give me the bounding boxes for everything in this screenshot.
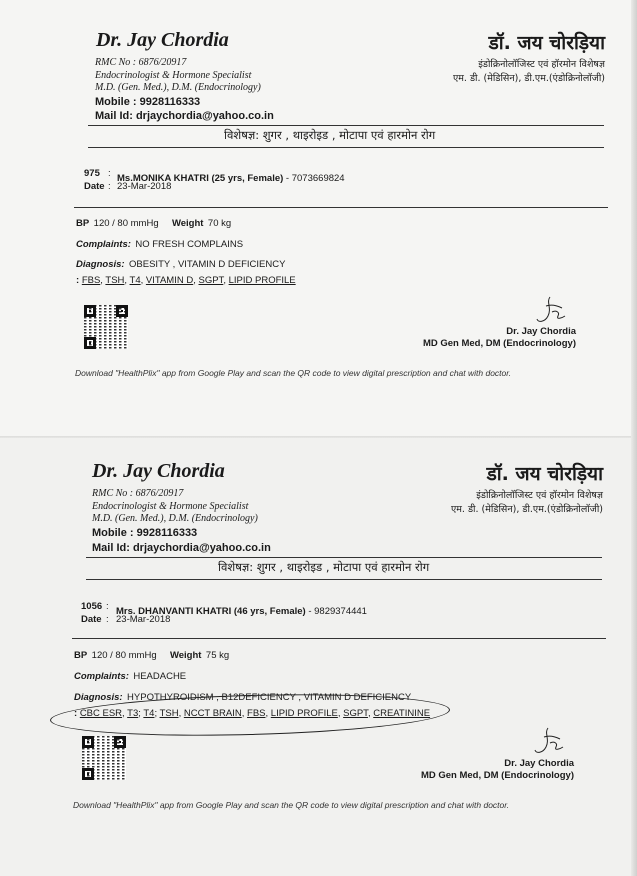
footnote: Download "HealthPlix" app from Google Play and scan the QR code to view digital prescription and chat with doctor. [75,368,512,378]
diagnosis: Diagnosis: OBESITY , VITAMIN D DEFICIENCY [76,259,286,270]
test-item: LIPID PROFILE [228,275,296,286]
degrees: M.D. (Gen. Med.), D.M. (Endocrinology) [92,513,258,524]
date-label: Date [81,614,102,625]
qr-code[interactable] [82,736,126,780]
patient-name: Ms.MONIKA KHATRI (25 yrs, Female) [117,173,284,184]
specialty-hindi: इंडोक्रिनोलॉजिस्ट एवं हॉरमोन विशेषज्ञ [476,490,603,501]
signature-name: Dr. Jay Chordia [506,326,576,337]
tests-list: : CBC ESR, T3; T4; TSH, NCCT BRAIN, FBS, LIPID PROFILE, SGPT, CREATININE [74,708,431,719]
degrees: M.D. (Gen. Med.), D.M. (Endocrinology) [95,82,261,93]
diagnosis: Diagnosis: HYPOTHYROIDISM , B12DEFICIENCY , VITAMIN D DEFICIENCY [74,692,412,703]
rmc-number: RMC No : 6876/20917 [92,488,184,499]
patient-phone: - 7073669824 [283,173,345,184]
test-item: T3 [127,708,139,719]
vitals: BP 120 / 80 mmHg Weight 75 kg [74,650,230,661]
speciality-line: विशेषज्ञ: शुगर , थाइरोइड , मोटापा एवं हारमोन रोग [224,128,436,142]
patient-name: Mrs. DHANVANTI KHATRI (46 yrs, Female) [116,606,306,617]
paper-edge [631,0,637,876]
signature [530,725,566,759]
test-item: FBS [81,275,101,286]
specialty: Endocrinologist & Hormone Specialist [92,501,249,512]
tests-list: : FBS, TSH, T4, VITAMIN D, SGPT, LIPID PROFILE [76,275,296,286]
speciality-line: विशेषज्ञ: शुगर , थाइरोइड , मोटापा एवं हारमोन रोग [218,560,430,574]
test-item: T4 [143,708,155,719]
vitals: BP 120 / 80 mmHg Weight 70 kg [76,218,232,229]
degrees-hindi: एम. डी. (मेडिसिन), डी.एम.(एंडोक्रिनोलॉजी) [452,73,605,84]
date-value: 23-Mar-2018 [117,181,172,192]
qr-code[interactable] [84,305,128,349]
specialty-hindi: इंडोक्रिनोलॉजिस्ट एवं हॉरमोन विशेषज्ञ [478,59,605,70]
divider [86,557,602,558]
doctor-name: Dr. Jay Chordia [96,29,229,51]
test-item: NCCT BRAIN [183,708,242,719]
test-item: TSH [159,708,179,719]
complaints: Complaints: HEADACHE [74,671,187,682]
specialty: Endocrinologist & Hormone Specialist [95,70,252,81]
patient-id: 1056 [81,601,103,612]
signature-degree: MD Gen Med, DM (Endocrinology) [422,338,576,349]
date-label: Date [84,181,105,192]
signature [532,294,568,328]
divider [88,147,604,148]
test-item: CBC ESR [79,708,123,719]
mail-id: Mail Id: drjaychordia@yahoo.co.in [95,110,274,122]
prescription-1: Dr. Jay Chordia RMC No : 6876/20917 Endocrinologist & Hormone Specialist M.D. (Gen. Med.), D.M. (Endocrinology) Mobile : 9928116333 Mail Id: drjaychordia@yahoo.co.in डॉ. जय चोरड़िया इंडोक्रिनोलॉजिस्ट एवं हॉरमोन विशेषज्ञ एम. डी. (मेडिसिन), डी.एम.(एंडोक्रिनोलॉजी) विशेषज्ञ: शुगर , थाइरोइड , मोटापा एवं हारमोन रोग 975 : Ms.MONIKA KHATRI (25 yrs, Female) - 7073669824 Date : 23-Mar-2018 BP 120 / 80 mmHg Weight 70 kg Complaints: NO FRESH COMPLAINS Diagnosis: OBESITY , VITAMIN D DEFICIENCY : FBS, TSH, T4, VITAMIN D, SGPT, LIPID PROFILE Dr. Jay Chordia MD Gen Med, DM (Endocrinology) Download "HealthPlix" app from Google Play and scan the QR code to view digital prescription and chat with doctor. [0,0,637,438]
test-item: TSH [105,275,125,286]
test-item: FBS [247,708,266,719]
patient-phone: - 9829374441 [305,606,367,617]
bp-value: 120 / 80 mmHg [91,650,157,661]
signature-name: Dr. Jay Chordia [504,758,574,769]
mobile: Mobile : 9928116333 [92,527,198,539]
divider [72,638,606,639]
doctor-name: Dr. Jay Chordia [92,460,225,482]
date-value: 23-Mar-2018 [116,614,171,625]
divider [88,125,604,126]
signature-degree: MD Gen Med, DM (Endocrinology) [420,770,574,781]
bp-value: 120 / 80 mmHg [93,218,159,229]
test-item: LIPID PROFILE [270,708,338,719]
test-item: VITAMIN D [145,275,194,286]
rmc-number: RMC No : 6876/20917 [95,57,187,68]
test-item: SGPT [343,708,368,719]
mail-id: Mail Id: drjaychordia@yahoo.co.in [92,542,271,554]
patient-id: 975 [84,168,100,179]
prescription-2: Dr. Jay Chordia RMC No : 6876/20917 Endocrinologist & Hormone Specialist M.D. (Gen. Med.), D.M. (Endocrinology) Mobile : 9928116333 Mail Id: drjaychordia@yahoo.co.in डॉ. जय चोरड़िया इंडोक्रिनोलॉजिस्ट एवं हॉरमोन विशेषज्ञ एम. डी. (मेडिसिन), डी.एम.(एंडोक्रिनोलॉजी) विशेषज्ञ: शुगर , थाइरोइड , मोटापा एवं हारमोन रोग 1056 : Mrs. DHANVANTI KHATRI (46 yrs, Female) - 9829374441 Date : 23-Mar-2018 BP 120 / 80 mmHg Weight 75 kg Complaints: HEADACHE Diagnosis: HYPOTHYROIDISM , B12DEFICIENCY , VITAMIN D DEFICIENCY : CBC ESR, T3; T4; TSH, NCCT BRAIN, FBS, LIPID PROFILE, SGPT, CREATININE Dr. Jay Chordia MD Gen Med, DM (Endocrinology) Download "HealthPlix" app from Google Play and scan the QR code to view digital prescription and chat with doctor. [0,438,637,876]
footnote: Download "HealthPlix" app from Google Play and scan the QR code to view digital prescription and chat with doctor. [73,800,510,810]
degrees-hindi: एम. डी. (मेडिसिन), डी.एम.(एंडोक्रिनोलॉजी) [450,504,603,515]
complaints: Complaints: NO FRESH COMPLAINS [76,239,244,250]
divider [74,207,608,208]
doctor-name-hindi: डॉ. जय चोरड़िया [488,32,605,54]
test-item: T4 [129,275,141,286]
divider [86,579,602,580]
mobile: Mobile : 9928116333 [95,96,201,108]
weight-value: 75 kg [205,650,230,661]
test-item: CREATININE [373,708,431,719]
test-item: SGPT [198,275,224,286]
doctor-name-hindi: डॉ. जय चोरड़िया [486,463,603,485]
weight-value: 70 kg [207,218,232,229]
